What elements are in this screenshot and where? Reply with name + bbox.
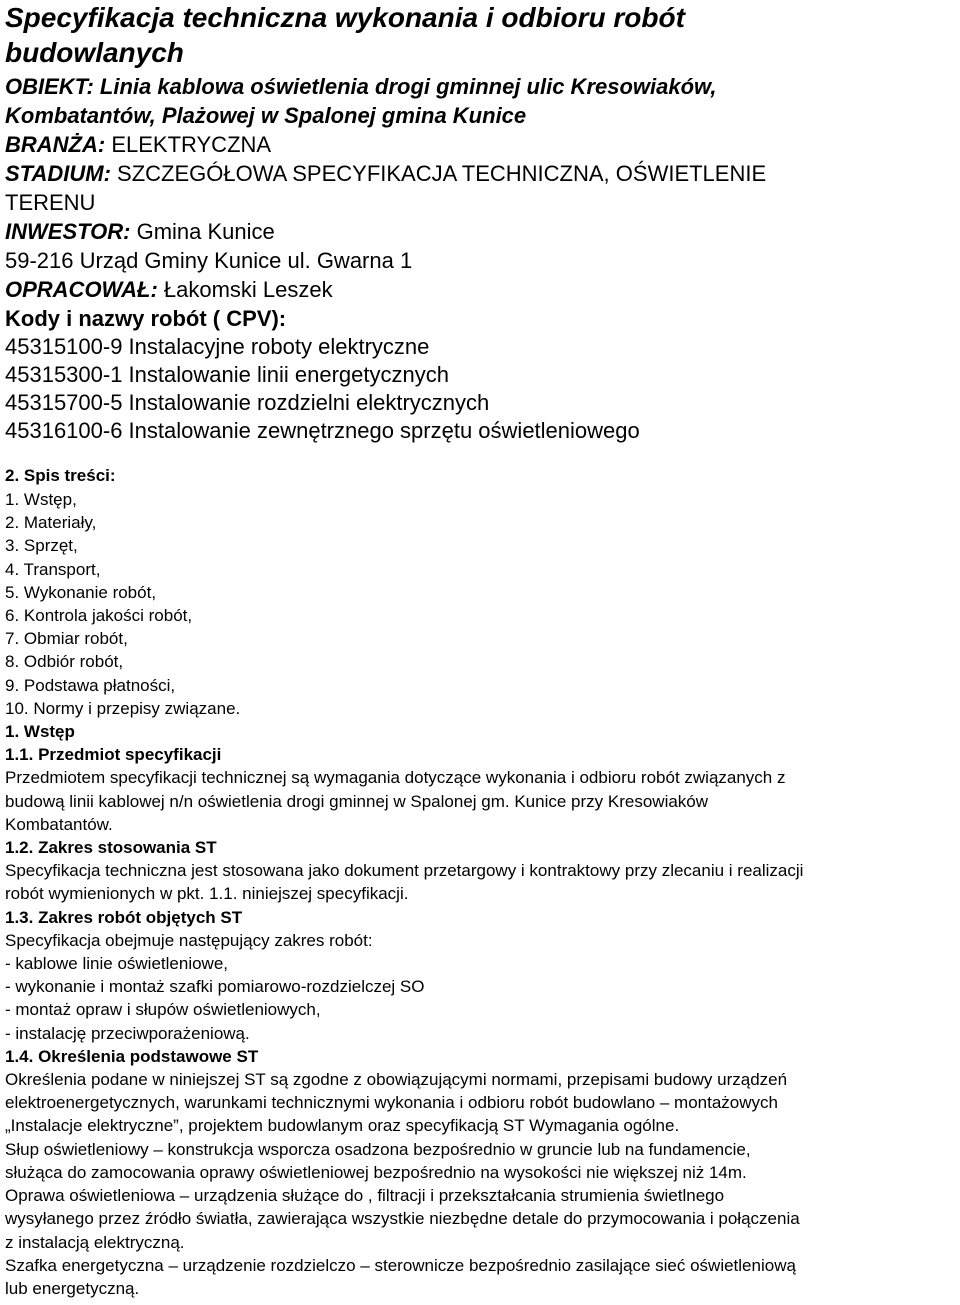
document-page: [5, 0, 955, 1300]
obiekt-line-2-row: [5, 101, 955, 130]
section-1-4-line: wysyłanego przez źródło światła, zawierająca wszystkie niezbędne detale do przymocowania i połączenia: [5, 1209, 800, 1229]
inwestor-address-row: [5, 246, 955, 275]
opracowal-row: [5, 275, 955, 304]
obiekt-block: [5, 72, 955, 101]
section-1-4-line: Słup oświetleniowy – konstrukcja wsporcza osadzona bezpośrednio w gruncie lub na fundamencie,: [5, 1139, 751, 1159]
toc-item: 7. Obmiar robót,: [5, 629, 128, 649]
document-title-line-2: budowlanych: [5, 37, 184, 68]
toc-item: 3. Sprzęt,: [5, 536, 78, 556]
section-1-1-line: budową linii kablowej n/n oświetlenia drogi gminnej w Spalonej gm. Kunice przy Kresowiaków: [5, 791, 709, 811]
section-1-4-line: Oprawa oświetleniowa – urządzenia służące do , filtracji i przekształcania strumienia świetlnego: [5, 1186, 725, 1206]
opracowal-value: Łakomski Leszek: [157, 277, 333, 302]
obiekt-label: OBIEKT:: [5, 74, 94, 99]
section-1-4-heading: 1.4. Określenia podstawowe ST: [5, 1046, 259, 1066]
section-1-4-line: służąca do zamocowania oprawy oświetleniowej bezpośrednio na wysokości nie większej niż 14m.: [5, 1162, 747, 1182]
toc-heading: 2. Spis treści:: [5, 466, 116, 485]
cpv-item: 45316100-6 Instalowanie zewnętrznego sprzętu oświetleniowego: [5, 418, 640, 443]
section-1-1-line: Kombatantów.: [5, 814, 113, 834]
section-1-3-line: Specyfikacja obejmuje następujący zakres robót:: [5, 930, 373, 950]
section-1-4-line: elektroenergetycznych, warunkami technicznymi wykonania i odbioru robót budowlano – montażowych: [5, 1093, 778, 1113]
toc-item: 10. Normy i przepisy związane.: [5, 698, 241, 718]
cpv-heading: Kody i nazwy robót ( CPV):: [5, 306, 287, 331]
stadium-label: STADIUM:: [5, 161, 111, 186]
opracowal-label: OPRACOWAŁ:: [5, 277, 158, 302]
cpv-item: 45315300-1 Instalowanie linii energetycznych: [5, 362, 449, 387]
section-1-1-line: Przedmiotem specyfikacji technicznej są wymagania dotyczące wykonania i odbioru robót związanych z: [5, 768, 786, 788]
cpv-list: [5, 333, 955, 445]
toc-item: 5. Wykonanie robót,: [5, 582, 157, 602]
toc-list: [5, 488, 955, 720]
section-1-1-heading: 1.1. Przedmiot specyfikacji: [5, 745, 222, 765]
branza-value: ELEKTRYCZNA: [105, 132, 272, 157]
toc-item: 6. Kontrola jakości robót,: [5, 606, 193, 626]
toc-item: 8. Odbiór robót,: [5, 652, 124, 672]
stadium-line-2-row: [5, 188, 955, 217]
toc-item: 9. Podstawa płatności,: [5, 675, 176, 695]
section-1-4-line: lub energetyczną.: [5, 1278, 140, 1298]
section-1-3-line: - kablowe linie oświetleniowe,: [5, 954, 229, 974]
branza-row: [5, 130, 955, 159]
stadium-line-1: SZCZEGÓŁOWA SPECYFIKACJA TECHNICZNA, OŚWIETLENIE: [110, 161, 767, 186]
section-1-3-line: - montaż opraw i słupów oświetleniowych,: [5, 1000, 321, 1020]
branza-label: BRANŻA:: [5, 132, 106, 157]
toc-item: 4. Transport,: [5, 559, 101, 579]
section-1-2-line: robót wymienionych w pkt. 1.1. niniejszej specyfikacji.: [5, 884, 409, 904]
inwestor-label: INWESTOR:: [5, 219, 131, 244]
section-1-4-line: z instalacją elektryczną.: [5, 1232, 185, 1252]
obiekt-line-1: Linia kablowa oświetlenia drogi gminnej ulic Kresowiaków,: [93, 74, 717, 99]
obiekt-line-2: Kombatantów, Plażowej w Spalonej gmina Kunice: [5, 103, 527, 128]
stadium-row: [5, 159, 955, 188]
document-title-line-1: Specyfikacja techniczna wykonania i odbioru robót: [5, 2, 685, 33]
toc-item: 2. Materiały,: [5, 513, 97, 533]
section-1-3-line: - wykonanie i montaż szafki pomiarowo-rozdzielczej SO: [5, 977, 425, 997]
section-1-4-line: Szafka energetyczna – urządzenie rozdzielczo – sterownicze bezpośrednio zasilające sieć oświetleniową: [5, 1255, 796, 1275]
inwestor-value: Gmina Kunice: [130, 219, 275, 244]
cpv-item: 45315700-5 Instalowanie rozdzielni elektrycznych: [5, 390, 490, 415]
inwestor-address: 59-216 Urząd Gminy Kunice ul. Gwarna 1: [5, 248, 413, 273]
section-1-4-line: Określenia podane w niniejszej ST są zgodne z obowiązującymi normami, przepisami budowy urządzeń: [5, 1070, 788, 1090]
cpv-item: 45315100-9 Instalacyjne roboty elektryczne: [5, 334, 430, 359]
section-1-4-line: „Instalacje elektryczne”, projektem budowlanym oraz specyfikacją ST Wymagania ogólne.: [5, 1116, 680, 1136]
section-1-2-heading: 1.2. Zakres stosowania ST: [5, 838, 217, 858]
section-1-2-line: Specyfikacja techniczna jest stosowana jako dokument przetargowy i kontraktowy przy zlecaniu i realizacji: [5, 861, 804, 881]
section-1-3-line: - instalację przeciwporażeniową.: [5, 1023, 250, 1043]
stadium-line-2: TERENU: [5, 190, 96, 215]
section-1-3-heading: 1.3. Zakres robót objętych ST: [5, 907, 243, 927]
section-1-heading: 1. Wstęp: [5, 722, 75, 742]
toc-item: 1. Wstęp,: [5, 490, 77, 509]
inwestor-row: [5, 217, 955, 246]
